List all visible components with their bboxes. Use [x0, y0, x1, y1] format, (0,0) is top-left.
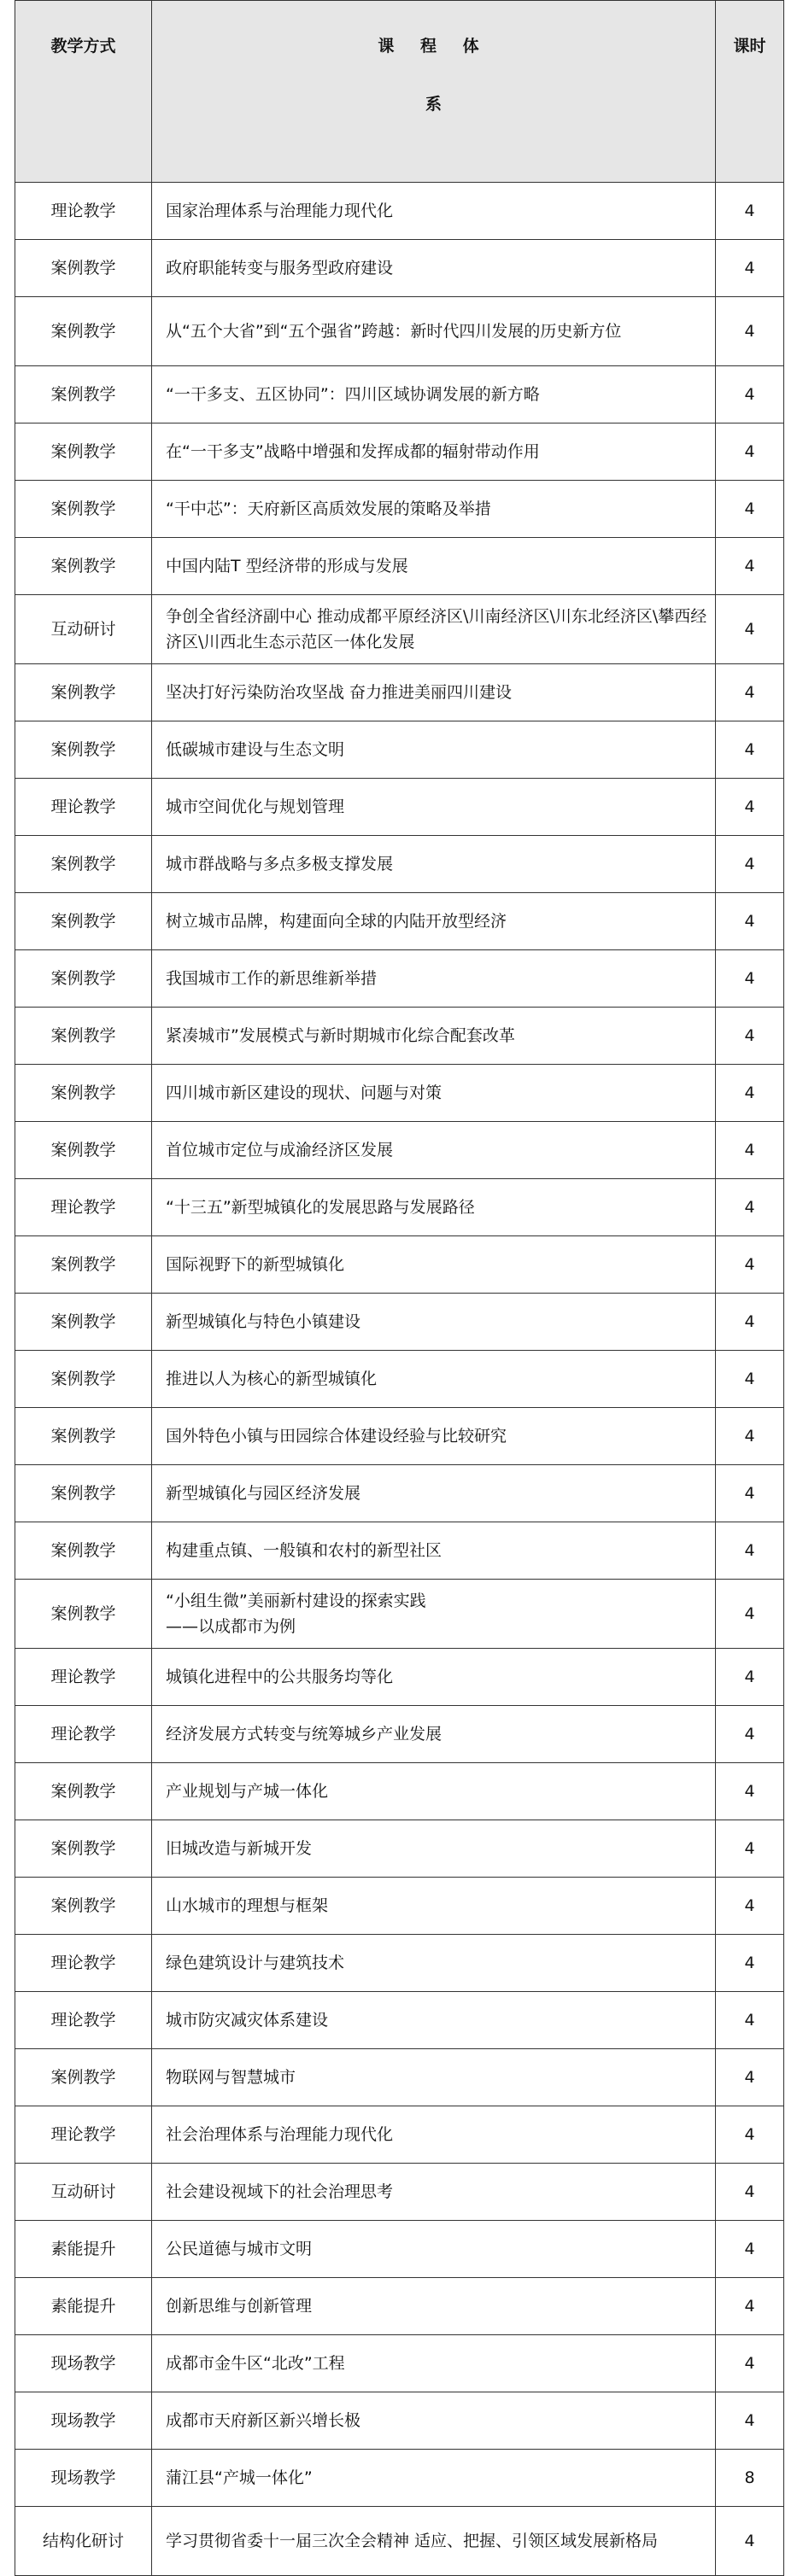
course-cell: [152, 1580, 716, 1649]
table-row: [15, 721, 784, 779]
method-cell: 案例教学: [15, 950, 152, 1008]
method-cell: 案例教学: [15, 1465, 152, 1522]
hours-cell: 4: [716, 1763, 784, 1820]
hours-cell: 4: [716, 595, 784, 664]
course-cell: 坚决打好污染防治攻坚战 奋力推进美丽四川建设: [152, 664, 716, 721]
table-row: [15, 2392, 784, 2450]
method-cell: 案例教学: [15, 1820, 152, 1878]
table-row: [15, 2278, 784, 2335]
course-cell: 绿色建筑设计与建筑技术: [152, 1935, 716, 1992]
hours-cell: 4: [716, 2335, 784, 2392]
method-cell: 素能提升: [15, 2278, 152, 2335]
table-row: [15, 2106, 784, 2164]
method-cell: 案例教学: [15, 1351, 152, 1408]
course-cell: 政府职能转变与服务型政府建设: [152, 240, 716, 297]
hours-cell: 4: [716, 1522, 784, 1580]
table-row: [15, 1294, 784, 1351]
hours-cell: 4: [716, 1465, 784, 1522]
method-cell: 案例教学: [15, 1122, 152, 1179]
hours-cell: 4: [716, 1706, 784, 1763]
hours-cell: 4: [716, 721, 784, 779]
course-cell: 推进以人为核心的新型城镇化: [152, 1351, 716, 1408]
table-row: [15, 836, 784, 893]
course-cell: 国外特色小镇与田园综合体建设经验与比较研究: [152, 1408, 716, 1465]
table-row: [15, 2049, 784, 2106]
method-cell: 案例教学: [15, 1408, 152, 1465]
course-line: ——以成都市为例: [166, 1617, 296, 1636]
table-row: [15, 1820, 784, 1878]
course-cell: 四川城市新区建设的现状、问题与对策: [152, 1065, 716, 1122]
course-cell: “干中芯”：天府新区高质效发展的策略及举措: [152, 481, 716, 538]
table-row: [15, 1008, 784, 1065]
method-cell: 互动研讨: [15, 595, 152, 664]
table-row: [15, 1878, 784, 1935]
method-cell: 理论教学: [15, 1649, 152, 1706]
hours-cell: 4: [716, 2507, 784, 2576]
method-cell: 案例教学: [15, 1294, 152, 1351]
hours-cell: 4: [716, 366, 784, 423]
course-cell: 公民道德与城市文明: [152, 2221, 716, 2278]
course-cell: 学习贯彻省委十一届三次全会精神 适应、把握、引领区域发展新格局: [152, 2507, 716, 2576]
method-cell: 案例教学: [15, 240, 152, 297]
course-cell: 首位城市定位与成渝经济区发展: [152, 1122, 716, 1179]
hours-cell: 4: [716, 538, 784, 595]
method-cell: 案例教学: [15, 1763, 152, 1820]
course-line: “小组生微”美丽新村建设的探索实践: [166, 1592, 426, 1610]
hours-cell: 4: [716, 2049, 784, 2106]
table-row: [15, 481, 784, 538]
course-cell: 城市防灾减灾体系建设: [152, 1992, 716, 2049]
hours-cell: 4: [716, 1065, 784, 1122]
course-cell: 社会建设视域下的社会治理思考: [152, 2164, 716, 2221]
course-cell: 新型城镇化与特色小镇建设: [152, 1294, 716, 1351]
table-row: [15, 2335, 784, 2392]
course-cell: 成都市金牛区“北改”工程: [152, 2335, 716, 2392]
method-cell: 素能提升: [15, 2221, 152, 2278]
hours-cell: 4: [716, 2278, 784, 2335]
table-row: [15, 1935, 784, 1992]
table-row: [15, 183, 784, 240]
course-cell: 从“五个大省”到“五个强省”跨越：新时代四川发展的历史新方位: [152, 297, 716, 366]
course-cell: 国家治理体系与治理能力现代化: [152, 183, 716, 240]
course-cell: 紧凑城市”发展模式与新时期城市化综合配套改革: [152, 1008, 716, 1065]
header-course-line1: 课 程 体: [378, 37, 489, 55]
method-cell: 案例教学: [15, 664, 152, 721]
table-row: [15, 297, 784, 366]
hours-cell: 4: [716, 1294, 784, 1351]
table-row: [15, 2450, 784, 2507]
hours-cell: 4: [716, 481, 784, 538]
course-cell: 经济发展方式转变与统筹城乡产业发展: [152, 1706, 716, 1763]
table-row: [15, 366, 784, 423]
course-cell: 国际视野下的新型城镇化: [152, 1236, 716, 1294]
table-row: [15, 1763, 784, 1820]
method-cell: 案例教学: [15, 721, 152, 779]
method-cell: 理论教学: [15, 1992, 152, 2049]
hours-cell: 4: [716, 1820, 784, 1878]
course-cell: 中国内陆T 型经济带的形成与发展: [152, 538, 716, 595]
hours-cell: 4: [716, 1580, 784, 1649]
method-cell: 案例教学: [15, 1580, 152, 1649]
method-cell: 互动研讨: [15, 2164, 152, 2221]
course-cell: 物联网与智慧城市: [152, 2049, 716, 2106]
method-cell: 理论教学: [15, 2106, 152, 2164]
hours-cell: 4: [716, 2164, 784, 2221]
table-row: [15, 595, 784, 664]
method-cell: 结构化研讨: [15, 2507, 152, 2576]
course-cell: 创新思维与创新管理: [152, 2278, 716, 2335]
hours-cell: 4: [716, 1236, 784, 1294]
method-cell: 案例教学: [15, 1236, 152, 1294]
method-cell: 理论教学: [15, 779, 152, 836]
hours-cell: 4: [716, 2392, 784, 2450]
table-row: [15, 1179, 784, 1236]
header-course: [152, 1, 716, 183]
hours-cell: 4: [716, 1351, 784, 1408]
course-cell: 新型城镇化与园区经济发展: [152, 1465, 716, 1522]
method-cell: 案例教学: [15, 538, 152, 595]
course-cell: 社会治理体系与治理能力现代化: [152, 2106, 716, 2164]
method-cell: 理论教学: [15, 1706, 152, 1763]
method-cell: 案例教学: [15, 1008, 152, 1065]
course-cell: 城市群战略与多点多极支撑发展: [152, 836, 716, 893]
method-cell: 理论教学: [15, 183, 152, 240]
method-cell: 案例教学: [15, 1522, 152, 1580]
table-row: [15, 1065, 784, 1122]
table-row: [15, 2164, 784, 2221]
method-cell: 理论教学: [15, 1935, 152, 1992]
hours-cell: 4: [716, 2221, 784, 2278]
table-row: [15, 1522, 784, 1580]
course-cell: 产业规划与产城一体化: [152, 1763, 716, 1820]
course-cell: 在“一干多支”战略中增强和发挥成都的辐射带动作用: [152, 423, 716, 481]
table-row: [15, 1580, 784, 1649]
table-row: [15, 664, 784, 721]
header-hours: 课时: [716, 1, 784, 183]
table-row: [15, 893, 784, 950]
table-row: [15, 2507, 784, 2576]
hours-cell: 4: [716, 240, 784, 297]
hours-cell: 4: [716, 183, 784, 240]
table-row: [15, 1351, 784, 1408]
method-cell: 案例教学: [15, 423, 152, 481]
table-row: [15, 1408, 784, 1465]
table-row: [15, 538, 784, 595]
course-cell: “十三五”新型城镇化的发展思路与发展路径: [152, 1179, 716, 1236]
hours-cell: 4: [716, 423, 784, 481]
table-row: [15, 1706, 784, 1763]
hours-cell: 4: [716, 297, 784, 366]
hours-cell: 4: [716, 1992, 784, 2049]
hours-cell: 4: [716, 950, 784, 1008]
hours-cell: 8: [716, 2450, 784, 2507]
method-cell: 案例教学: [15, 481, 152, 538]
course-cell: 蒲江县“产城一体化”: [152, 2450, 716, 2507]
course-cell: 城镇化进程中的公共服务均等化: [152, 1649, 716, 1706]
method-cell: 案例教学: [15, 297, 152, 366]
table-row: [15, 240, 784, 297]
hours-cell: 4: [716, 1179, 784, 1236]
table-row: [15, 423, 784, 481]
table-row: [15, 2221, 784, 2278]
table-row: [15, 1649, 784, 1706]
hours-cell: 4: [716, 1122, 784, 1179]
hours-cell: 4: [716, 664, 784, 721]
method-cell: 案例教学: [15, 1065, 152, 1122]
hours-cell: 4: [716, 1008, 784, 1065]
course-cell: 争创全省经济副中心 推动成都平原经济区\川南经济区\川东北经济区\攀西经济区\川西北生态示范区一体化发展: [152, 595, 716, 664]
course-cell: 城市空间优化与规划管理: [152, 779, 716, 836]
course-cell: 山水城市的理想与框架: [152, 1878, 716, 1935]
course-cell: 成都市天府新区新兴增长极: [152, 2392, 716, 2450]
header-course-line2: 系: [425, 95, 442, 114]
table-row: [15, 1122, 784, 1179]
table-row: [15, 1236, 784, 1294]
header-row: [15, 1, 784, 183]
table-row: [15, 950, 784, 1008]
method-cell: 理论教学: [15, 1179, 152, 1236]
course-cell: 树立城市品牌，构建面向全球的内陆开放型经济: [152, 893, 716, 950]
course-cell: 构建重点镇、一般镇和农村的新型社区: [152, 1522, 716, 1580]
course-table: [15, 0, 784, 2576]
hours-cell: 4: [716, 779, 784, 836]
table-row: [15, 1992, 784, 2049]
method-cell: 现场教学: [15, 2392, 152, 2450]
method-cell: 案例教学: [15, 2049, 152, 2106]
course-cell: 旧城改造与新城开发: [152, 1820, 716, 1878]
hours-cell: 4: [716, 893, 784, 950]
hours-cell: 4: [716, 1649, 784, 1706]
table-row: [15, 1465, 784, 1522]
table-row: [15, 779, 784, 836]
method-cell: 案例教学: [15, 836, 152, 893]
method-cell: 案例教学: [15, 366, 152, 423]
table-header: [15, 1, 784, 183]
hours-cell: 4: [716, 2106, 784, 2164]
hours-cell: 4: [716, 1408, 784, 1465]
course-cell: “一干多支、五区协同”：四川区域协调发展的新方略: [152, 366, 716, 423]
method-cell: 现场教学: [15, 2335, 152, 2392]
method-cell: 案例教学: [15, 893, 152, 950]
method-cell: 案例教学: [15, 1878, 152, 1935]
hours-cell: 4: [716, 1878, 784, 1935]
hours-cell: 4: [716, 1935, 784, 1992]
course-cell: 低碳城市建设与生态文明: [152, 721, 716, 779]
course-cell: 我国城市工作的新思维新举措: [152, 950, 716, 1008]
hours-cell: 4: [716, 836, 784, 893]
header-method: 教学方式: [15, 1, 152, 183]
method-cell: 现场教学: [15, 2450, 152, 2507]
